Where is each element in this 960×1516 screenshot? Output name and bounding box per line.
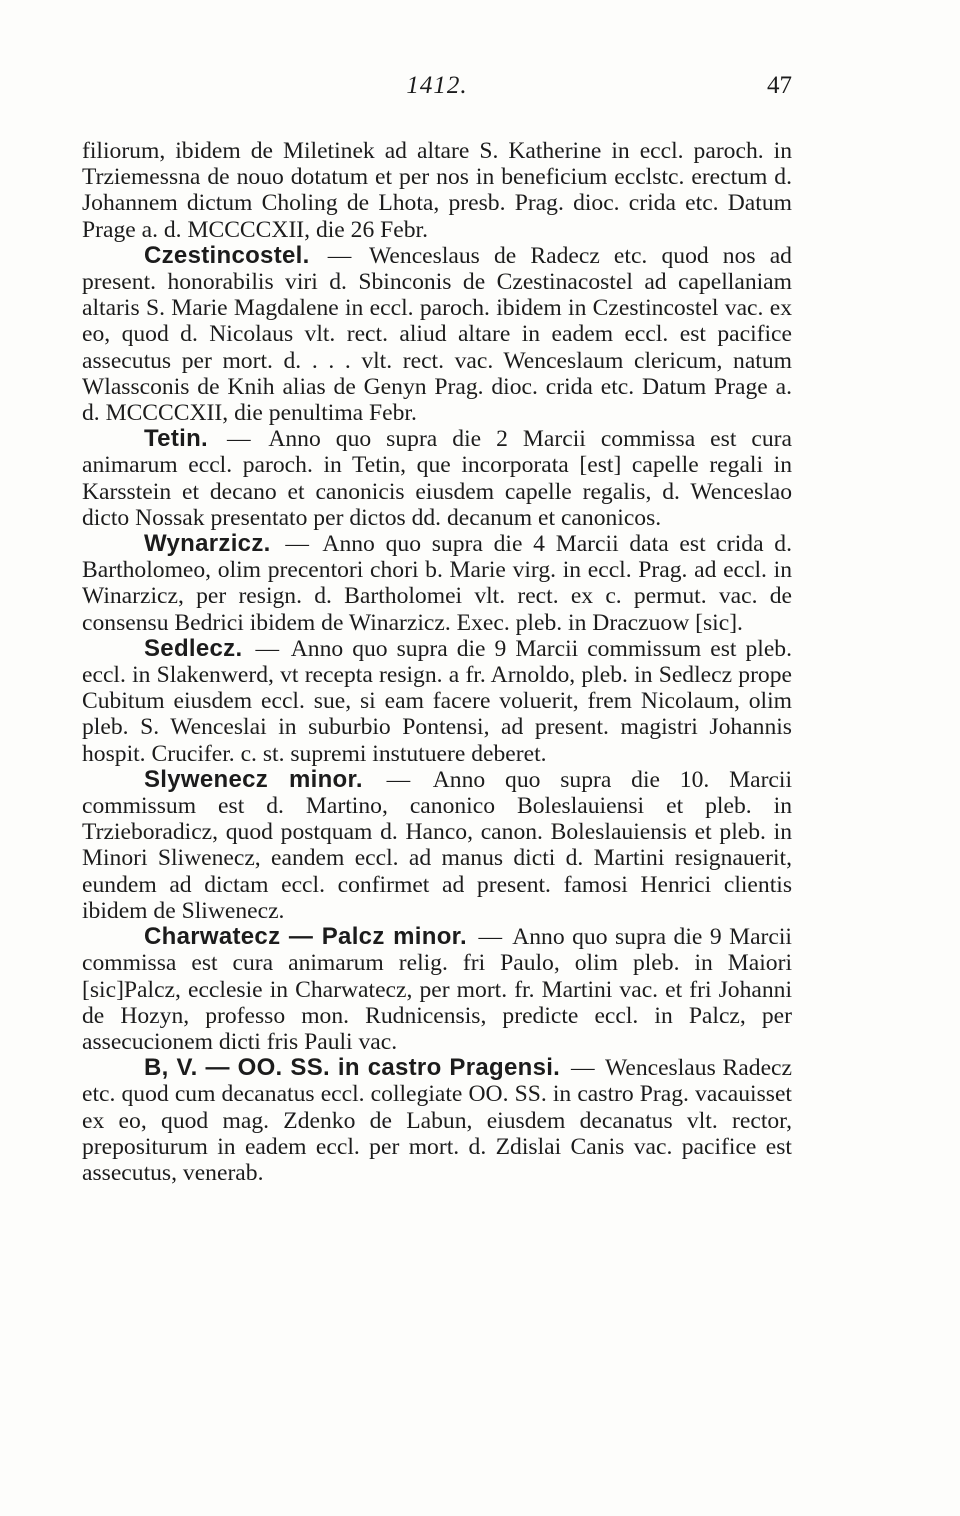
entry-text: Anno quo supra die 2 Marcii commissa est cura animarum eccl. paroch. in Tetin, que incorporata [est] capelle regali in Karsstein et decano et canonicis eiusdem capelle regalis, d. Wenceslao dicto Nossak presentato per dictos dd. decanum et canonicos. bbox=[82, 426, 792, 531]
page-header bbox=[82, 72, 792, 112]
entry-wynarzicz bbox=[82, 531, 792, 636]
entry-heading: Slywenecz minor. bbox=[144, 765, 363, 793]
entry-dash: — bbox=[285, 531, 309, 558]
entry-heading: B, V. — OO. SS. in castro Pragensi. bbox=[144, 1054, 561, 1082]
entry-charwatecz-palcz-minor bbox=[82, 924, 792, 1055]
paragraph-continuation bbox=[82, 138, 792, 243]
entry-dash: — bbox=[227, 426, 251, 453]
entry-heading: Sedlecz. bbox=[144, 634, 243, 662]
entry-text: Anno quo supra die 9 Marcii commissa est cura animarum relig. fri Paulo, olim pleb. in Maiori [sic]Palcz, ecclesie in Charwatecz, per mort. fr. Martini vac. et fri Johanni de Hozyn, professo mon. Rudnicensis, predicte eccl. in Palcz, per assecucionem dicti fris Pauli vac. bbox=[82, 924, 792, 1055]
entry-dash: — bbox=[570, 1055, 595, 1082]
entry-tetin bbox=[82, 426, 792, 531]
entry-text: Wenceslaus de Radecz etc. quod nos ad present. honorabilis viri d. Sbinconis de Czestinacostel ad capellaniam altaris S. Marie Magdalene in eccl. paroch. ibidem in Czestincostel vac. ex eo, quod d. Nicolaus vlt. rect. aliud altare in eadem eccl. est pacifice assecutus per mort. d. . . . vlt. rect. vac. Wenceslaum clericum, natum Wlassconis de Knih alias de Genyn Prag. dioc. crida etc. Datum Prage a. d. MCCCCXII, die penultima Febr. bbox=[82, 242, 792, 427]
entry-heading: Tetin. bbox=[144, 425, 209, 453]
entry-dash: — bbox=[386, 766, 411, 793]
body-text bbox=[82, 138, 792, 1186]
entry-text: Anno quo supra die 10. Marcii commissum est d. Martino, canonico Boleslauiensi et pleb. in Trzieboradicz, quod postquam d. Hanco, canon. Boleslauiensis et pleb. in Minori Sliwenecz, eandem eccl. ad manus dicti d. Martini resignauerit, eundem ad dictam eccl. confirmet ad present. famosi Henrici clientis ibidem de Sliwenecz. bbox=[82, 766, 793, 924]
entry-text: Anno quo supra die 9 Marcii commissum est pleb. eccl. in Slakenwerd, vt recepta resign. a fr. Arnoldo, pleb. in Sedlecz prope Cubitum eiusdem eccl. sue, si eam facere voluerit, frem Nicolaum, olim pleb. S. Wenceslai in suburbio Pontensi, ad present. magistri Johannis hospit. Crucifer. c. st. supremi instutuere deberet. bbox=[82, 635, 792, 767]
entry-sedlecz bbox=[82, 636, 792, 767]
entry-dash: — bbox=[255, 635, 280, 662]
entry-heading: Charwatecz — Palcz minor. bbox=[144, 923, 467, 951]
entry-czestincostel bbox=[82, 243, 792, 426]
entry-heading: Wynarzicz. bbox=[144, 530, 271, 558]
entry-text: Anno quo supra die 4 Marcii data est crida d. Bartholomeo, olim precentori chori b. Marie virg. in eccl. Prag. ad eccl. in Winarzicz, per resign. d. Bartholomei vlt. rect. ex c. permut. vac. de consensu Bedrici ibidem de Winarzicz. Exec. pleb. in Draczuow [sic]. bbox=[82, 531, 792, 636]
entry-dash: — bbox=[327, 242, 352, 269]
entry-oo-ss-in-castro-pragensi bbox=[82, 1055, 792, 1186]
paragraph-text: filiorum, ibidem de Miletinek ad altare S. Katherine in eccl. paroch. in Trziemessna de nouo dotatum et per nos in beneficium ecclstc. erectum d. Johannem dictum Choling de Lhota, presb. Prag. dioc. crida etc. Datum Prage a. d. MCCCCXII, die 26 Febr. bbox=[82, 138, 792, 243]
entry-text: Wenceslaus Radecz etc. quod cum decanatus eccl. collegiate OO. SS. in castro Prag. vacauisset ex eo, quod mag. Zdenko de Labun, eiusdem decanatus vlt. rector, prepositurum in eadem eccl. per mort. d. Zdislai Canis vac. pacifice est assecutus, venerab. bbox=[82, 1055, 792, 1186]
entry-heading: Czestincostel. bbox=[144, 241, 310, 269]
running-head-year: 1412. bbox=[406, 72, 468, 99]
entry-dash: — bbox=[478, 924, 503, 951]
page-number: 47 bbox=[767, 72, 792, 99]
entry-slywenecz-minor bbox=[82, 767, 792, 924]
